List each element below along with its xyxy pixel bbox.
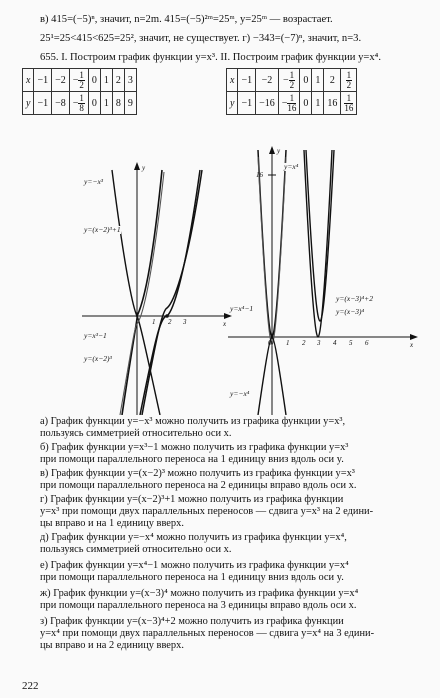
values-table-cube — [22, 68, 137, 115]
table-cell: 2 — [112, 69, 124, 92]
header-line-2: 25¹=25<415<625=25², значит, не существует. г) −343=(−7)ⁿ, значит, n=3. — [40, 33, 362, 44]
table-row — [23, 92, 137, 115]
table-cell: −1 — [238, 92, 256, 115]
table-cell: 0 — [300, 92, 312, 115]
table-cell: 8 — [112, 92, 124, 115]
curve-neg-cube — [112, 170, 160, 415]
table-cell: y — [227, 92, 238, 115]
x-tick: 1 — [286, 339, 290, 347]
table-cell: 1 — [312, 92, 324, 115]
table-cell: −1 — [238, 69, 256, 92]
table-cell: −2 — [256, 69, 279, 92]
x-tick: 4 — [333, 339, 337, 347]
table-cell: x — [23, 69, 34, 92]
label-neg-quartic: y=−x⁴ — [230, 389, 250, 398]
label-cube-shift-2: y=(x−2)³ — [84, 354, 112, 363]
paragraph-a: а) График функции y=−x³ можно получить из графика функции y=x³, пользуясь симметрией относительно оси x. — [40, 416, 346, 440]
label-quartic: y=x⁴ — [284, 162, 299, 171]
y-axis-label: y — [277, 147, 281, 155]
paragraph-e: е) График функции y=x⁴−1 можно получить из графика функции y=x⁴ при помощи параллельного переноса на 1 единицу вниз вдоль оси y. — [40, 560, 349, 584]
table-row — [227, 92, 357, 115]
cubic-graph — [82, 160, 232, 415]
curve-quartic-shift-3 — [304, 150, 332, 337]
table-cell: $\frac{1}{16}$ — [341, 92, 357, 115]
x-axis-label: x — [410, 341, 414, 349]
x-tick: 2 — [168, 318, 172, 326]
table-cell: 1 — [100, 69, 112, 92]
table-cell: 1 — [100, 92, 112, 115]
table-cell: 16 — [324, 92, 341, 115]
x-tick: 0 — [268, 339, 272, 347]
table-cell: −16 — [256, 92, 279, 115]
label-neg-cube: y=−x³ — [84, 177, 104, 186]
page-number: 222 — [22, 680, 39, 692]
label-quartic-shift-plus-2: y=(x−3)⁴+2 — [336, 294, 373, 303]
table-cell: $\frac{1}{2}$ — [341, 69, 357, 92]
paragraph-v: в) График функции y=(x−2)³ можно получить из графика функции y=x³ при помощи параллельного переноса на 2 единицы вправо вдоль оси x. — [40, 468, 357, 492]
table-cell: 9 — [124, 92, 136, 115]
curve-cube — [122, 170, 162, 415]
table-cell: y — [23, 92, 34, 115]
label-quartic-minus-1: y=x⁴−1 — [230, 304, 254, 313]
table-cell: 0 — [88, 69, 100, 92]
y-axis-label: y — [142, 164, 146, 172]
table-cell: − $\frac{1}{2}$ — [278, 69, 300, 92]
x-axis-label: x — [223, 320, 227, 328]
x-tick: 5 — [349, 339, 353, 347]
table-cell: 2 — [324, 69, 341, 92]
paragraph-z: з) График функции y=(x−3)⁴+2 можно получить из графика функции y=x⁴ при помощи двух параллельных переносов — сдвига y=x⁴ на 3 едини- цы вправо и на 2 единицу вверх. — [40, 616, 375, 652]
table-cell: 1 — [312, 69, 324, 92]
table-cell: − $\frac{1}{2}$ — [69, 69, 88, 92]
paragraph-b: б) График функции y=x³−1 можно получить из графика функции y=x³ при помощи параллельного переноса на 1 единицу вниз вдоль оси y. — [40, 442, 349, 466]
table-row — [23, 69, 137, 92]
table-cell: x — [227, 69, 238, 92]
quartic-graph — [228, 145, 418, 415]
table-cell: − $\frac{1}{16}$ — [278, 92, 300, 115]
x-tick: 6 — [365, 339, 369, 347]
label-quartic-shift: y=(x−3)⁴ — [336, 307, 365, 316]
table-cell: −1 — [34, 69, 52, 92]
quartic-graph-svg — [228, 145, 418, 415]
y-tick: 16 — [256, 171, 263, 179]
table-cell: −1 — [34, 92, 52, 115]
label-cube-minus-1: y=x³−1 — [84, 331, 107, 340]
curve-quartic-shift-3-plus-2 — [306, 150, 334, 321]
table-cell: − $\frac{1}{8}$ — [69, 92, 88, 115]
x-tick: 3 — [317, 339, 321, 347]
x-tick: 3 — [183, 318, 187, 326]
header-line-1: в) 415=(−5)ⁿ, значит, n=2m. 415=(−5)²ᵐ=25ᵐ, y=25ᵐ — возрастает. — [40, 14, 333, 25]
x-tick: 1 — [152, 318, 156, 326]
table-cell: 0 — [88, 92, 100, 115]
table-row — [227, 69, 357, 92]
paragraph-zh: ж) График функции y=(x−3)⁴ можно получить из графика функции y=x⁴ при помощи параллельного переноса на 3 единицы вправо вдоль оси x. — [40, 588, 359, 612]
table-cell: −2 — [52, 69, 70, 92]
label-shift-cube-plus-1: y=(x−2)³+1 — [84, 225, 121, 234]
problem-line: 655. I. Построим график функции y=x³. II. Построим график функции y=x⁴. — [40, 52, 381, 63]
cubic-graph-svg — [82, 160, 232, 415]
curve-cube-shift-2-plus-1 — [142, 170, 202, 415]
paragraph-d: д) График функции y=−x⁴ можно получить из графика функции y=x⁴, пользуясь симметрией относительно оси x. — [40, 532, 347, 556]
paragraph-g: г) График функции y=(x−2)³+1 можно получить из графика функции y=x³ при помощи двух параллельных переносов — сдвига y=x³ на 2 едини- цы вправо и на 1 единицу вверх. — [40, 494, 374, 530]
values-table-quartic — [226, 68, 357, 115]
table-cell: −8 — [52, 92, 70, 115]
table-cell: 0 — [300, 69, 312, 92]
x-tick: 2 — [302, 339, 306, 347]
table-cell: 3 — [124, 69, 136, 92]
